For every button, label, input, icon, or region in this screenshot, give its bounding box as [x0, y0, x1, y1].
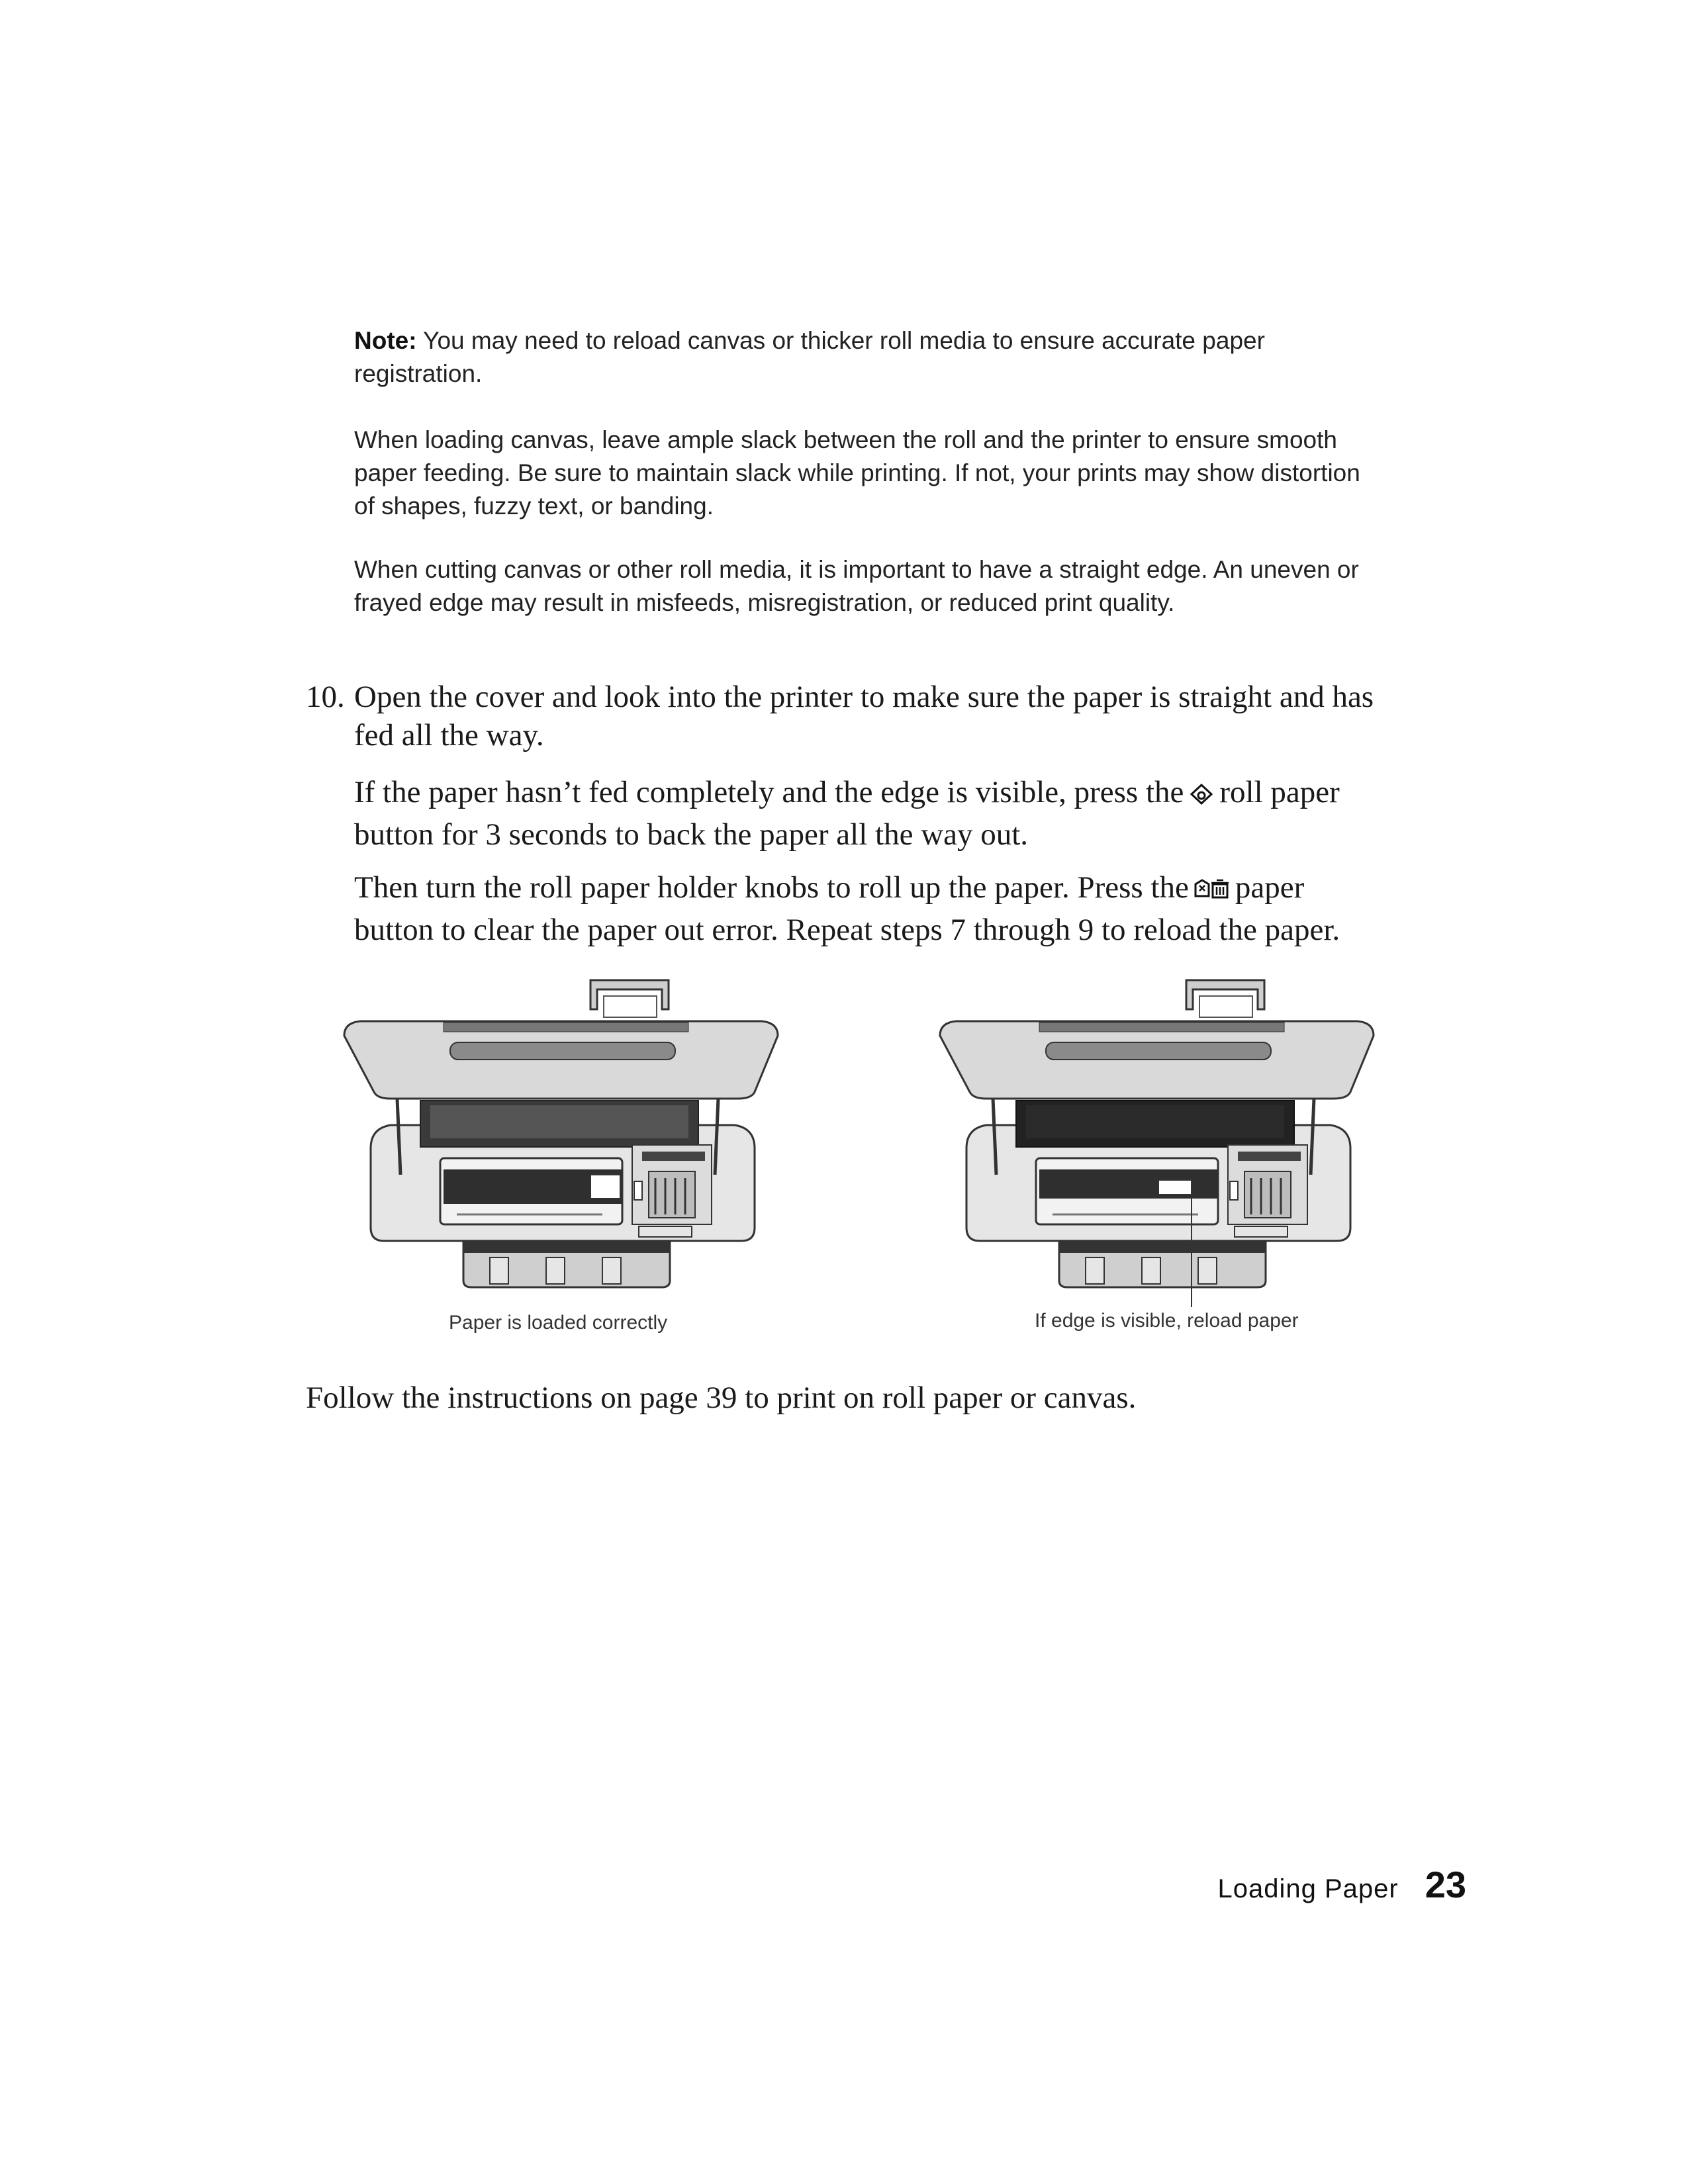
- printer-illustration-reload-paper: [927, 976, 1390, 1324]
- page-footer: [1217, 1863, 1466, 1909]
- para3-before: Then turn the roll paper holder knobs to roll up the paper. Press the: [354, 870, 1189, 905]
- page-number: 23: [1425, 1864, 1466, 1905]
- step-text: Open the cover and look into the printer to make sure the paper is straight and has fed all the way.: [354, 680, 1374, 752]
- step-10-paragraph-3: [354, 868, 1387, 949]
- para3-after: paper button to clear the paper out error. Repeat steps 7 through 9 to reload the paper.: [354, 870, 1340, 947]
- follow-instructions: Follow the instructions on page 39 to print on roll paper or canvas.: [306, 1381, 1137, 1415]
- note-paragraph-2: When loading canvas, leave ample slack between the roll and the printer to ensure smooth paper feeding. Be sure to maintain slack while printing. If not, your prints may show distortion of shapes, fuzzy text, or banding.: [354, 426, 1360, 520]
- note-paragraph-3: When cutting canvas or other roll media, it is important to have a straight edge. An uneven or frayed edge may result in misfeeds, misregistration, or reduced print quality.: [354, 556, 1359, 616]
- note-text: You may need to reload canvas or thicker roll media to ensure accurate paper registration.: [354, 327, 1265, 387]
- caption-right: If edge is visible, reload paper: [1035, 1310, 1299, 1332]
- para2-before: If the paper hasn’t fed completely and the edge is visible, press the: [354, 775, 1184, 809]
- note-label: Note:: [354, 327, 417, 354]
- step-10-paragraph-2: [354, 773, 1387, 854]
- paper-button-icon: [1193, 872, 1231, 911]
- para2-after: roll paper button for 3 seconds to back the paper all the way out.: [354, 775, 1340, 852]
- printer-illustration-loaded-correctly: [331, 976, 794, 1297]
- step-number: 10.: [306, 680, 345, 714]
- caption-left: Paper is loaded correctly: [449, 1312, 668, 1334]
- roll-paper-icon: [1188, 777, 1215, 815]
- footer-section-title: Loading Paper: [1217, 1874, 1399, 1903]
- note-paragraph-1: [354, 324, 1387, 390]
